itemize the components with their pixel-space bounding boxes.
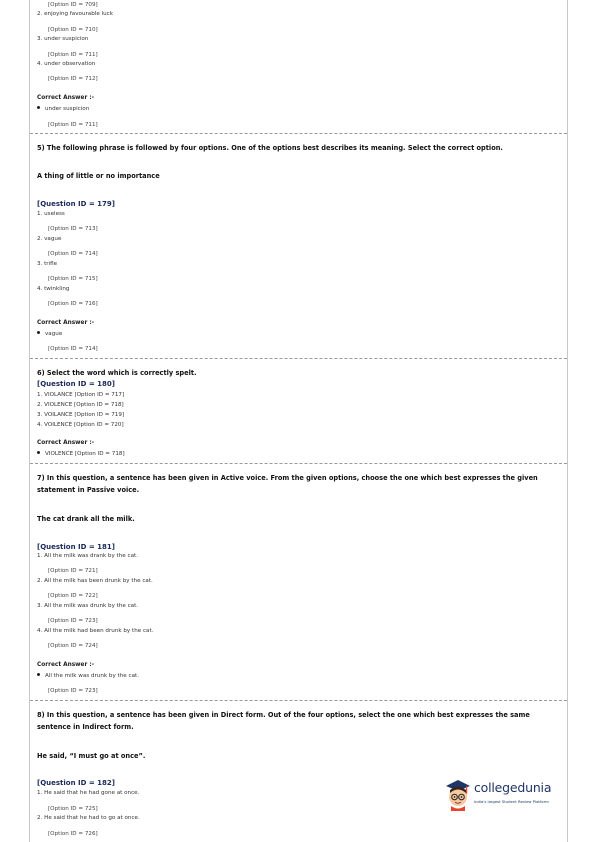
question-id: [Question ID = 181] bbox=[37, 543, 115, 551]
question-prompt: 6) Select the word which is correctly spelt. bbox=[37, 369, 197, 377]
logo-wordmark: collegedunia bbox=[474, 780, 552, 795]
option-text: 3. All the milk was drunk by the cat. bbox=[37, 603, 139, 609]
option-id: [Option ID = 721] bbox=[48, 568, 98, 574]
option-id: [Option ID = 722] bbox=[48, 593, 98, 599]
correct-answer-label: Correct Answer :- bbox=[37, 320, 95, 326]
option-text: 4. under observation bbox=[37, 61, 96, 67]
correct-answer-value bbox=[37, 451, 125, 457]
correct-answer-label: Correct Answer :- bbox=[37, 440, 95, 446]
correct-answer-label: Correct Answer :- bbox=[37, 95, 95, 101]
option-id: [Option ID = 714] bbox=[48, 346, 98, 352]
option-text: 4. All the milk had been drunk by the cat. bbox=[37, 628, 154, 634]
option-text: 4. VOILENCE [Option ID = 720] bbox=[37, 422, 124, 428]
option-id: [Option ID = 709] bbox=[48, 2, 98, 8]
option-text: 1. He said that he had gone at once. bbox=[37, 790, 140, 796]
option-id: [Option ID = 723] bbox=[48, 688, 98, 694]
option-text: 1. All the milk was drank by the cat. bbox=[37, 553, 138, 559]
correct-answer-text: under suspicion bbox=[45, 106, 90, 112]
option-id: [Option ID = 716] bbox=[48, 301, 98, 307]
option-text: 2. VIOLENCE [Option ID = 718] bbox=[37, 402, 124, 408]
option-text: 3. VOILANCE [Option ID = 719] bbox=[37, 412, 125, 418]
question-sentence: The cat drank all the milk. bbox=[37, 515, 135, 523]
option-text: 3. under suspicion bbox=[37, 36, 89, 42]
correct-answer-label: Correct Answer :- bbox=[37, 662, 95, 668]
option-id: [Option ID = 715] bbox=[48, 276, 98, 282]
option-id: [Option ID = 712] bbox=[48, 76, 98, 82]
question-separator bbox=[30, 358, 567, 359]
logo-tagline: India's largest Student Review Platform bbox=[474, 799, 549, 804]
correct-answer-text: vague bbox=[45, 331, 63, 337]
correct-answer-text: VIOLENCE [Option ID = 718] bbox=[45, 451, 125, 457]
option-id: [Option ID = 710] bbox=[48, 27, 98, 33]
document-page bbox=[29, 0, 568, 842]
option-id: [Option ID = 714] bbox=[48, 251, 98, 257]
question-prompt: 7) In this question, a sentence has been given in Active voice. From the given options, choose the one which best expresses the given statement in Passive voice. bbox=[37, 474, 538, 494]
option-id: [Option ID = 725] bbox=[48, 806, 98, 812]
option-text: 2. All the milk has been drunk by the cat. bbox=[37, 578, 153, 584]
option-id: [Option ID = 711] bbox=[48, 52, 98, 58]
option-id: [Option ID = 723] bbox=[48, 618, 98, 624]
correct-answer-text: All the milk was drunk by the cat. bbox=[45, 673, 139, 679]
option-text: 1. VIOLANCE [Option ID = 717] bbox=[37, 392, 125, 398]
option-id: [Option ID = 713] bbox=[48, 226, 98, 232]
correct-answer-value bbox=[37, 673, 139, 679]
bullet-icon bbox=[37, 673, 40, 676]
question-id: [Question ID = 180] bbox=[37, 380, 115, 388]
question-prompt: 5) The following phrase is followed by four options. One of the options best describes its meaning. Select the correct option. bbox=[37, 144, 503, 152]
question-prompt: 8) In this question, a sentence has been given in Direct form. Out of the four options, select the one which best expresses the same sentence in Indirect form. bbox=[37, 711, 530, 731]
collegedunia-logo bbox=[444, 777, 564, 817]
question-separator bbox=[30, 700, 567, 701]
correct-answer-value bbox=[37, 331, 62, 337]
bullet-icon bbox=[37, 451, 40, 454]
option-text: 2. enjoying favourable luck bbox=[37, 11, 113, 17]
option-text: 1. useless bbox=[37, 211, 65, 217]
option-text: 3. trifle bbox=[37, 261, 58, 267]
correct-answer-value bbox=[37, 106, 89, 112]
question-separator bbox=[30, 463, 567, 464]
option-text: 4. twinkling bbox=[37, 286, 70, 292]
question-sentence: He said, “I must go at once”. bbox=[37, 752, 146, 760]
bullet-icon bbox=[37, 331, 40, 334]
option-id: [Option ID = 726] bbox=[48, 831, 98, 837]
option-text: 2. vague bbox=[37, 236, 62, 242]
question-phrase: A thing of little or no importance bbox=[37, 172, 160, 180]
question-id: [Question ID = 182] bbox=[37, 779, 115, 787]
option-id: [Option ID = 711] bbox=[48, 122, 98, 128]
mascot-icon bbox=[444, 777, 472, 811]
question-id: [Question ID = 179] bbox=[37, 200, 115, 208]
option-id: [Option ID = 724] bbox=[48, 643, 98, 649]
bullet-icon bbox=[37, 106, 40, 109]
question-separator bbox=[30, 133, 567, 134]
option-text: 2. He said that he had to go at once. bbox=[37, 815, 140, 821]
